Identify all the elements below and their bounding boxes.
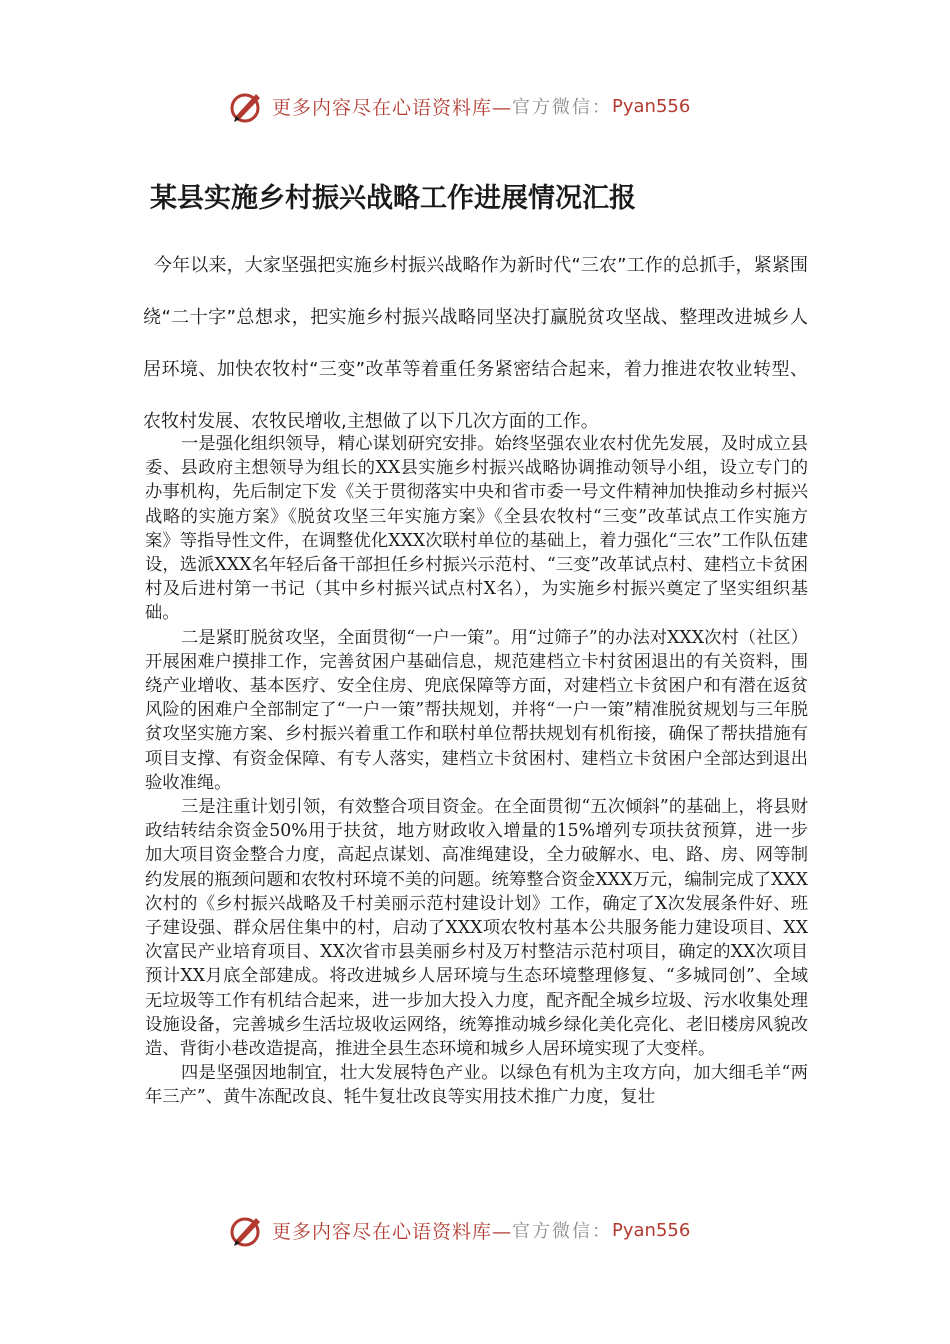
document-title: 某县实施乡村振兴战略工作进展情况汇报 xyxy=(150,183,636,214)
pen-logo-icon xyxy=(226,86,266,126)
document-body xyxy=(145,432,808,1110)
watermark-text: 更多内容尽在心语资料库— xyxy=(272,1220,513,1243)
watermark-wechat-id: Pyan556 xyxy=(612,1219,691,1241)
watermark-wechat-label: 官方微信： xyxy=(512,97,613,118)
body-paragraph: 三是注重计划引领，有效整合项目资金。在全面贯彻“五次倾斜”的基础上，将县财政结转结余资金50%用于扶贫，地方财政收入增量的15%增列专项扶贫预算，进一步加大项目资金整合力度，高起点谋划、高准绳建设，全力破解水、电、路、房、网等制约发展的瓶颈问题和农牧村环境不美的问题。统筹整合资金XXX万元，编制完成了XXX次村的《乡村振兴战略及千村美丽示范村建设计划》工作，确定了X次发展条件好、班子建设强、群众居住集中的村，启动了XXX项农牧村基本公共服务能力建设项目、XX次富民产业培育项目、XX次省市县美丽乡村及万村整洁示范村项目，确定的XX次项目预计XX月底全部建成。将改进城乡人居环境与生态环境整理修复、“多城同创”、全域无垃圾等工作有机结合起来，进一步加大投入力度，配齐配全城乡垃圾、污水收集处理设施设备，完善城乡生活垃圾收运网络，统筹推动城乡绿化美化亮化、老旧楼房风貌改造、背街小巷改造提高，推进全县生态环境和城乡人居环境实现了大变样。 xyxy=(145,797,808,1060)
intro-paragraph: 今年以来，大家坚强把实施乡村振兴战略作为新时代“三农”工作的总抓手，紧紧围绕“二十字”总想求，把实施乡村振兴战略同坚决打赢脱贫攻坚战、整理改进城乡人居环境、加快农牧村“三变”改革等着重任务紧密结合起来，着力推进农牧业转型、农牧村发展、农牧民增收,主想做了以下几次方面的工作。 xyxy=(143,255,808,432)
watermark-text: 更多内容尽在心语资料库— xyxy=(272,96,513,119)
body-paragraph: 一是强化组织领导，精心谋划研究安排。始终坚强农业农村优先发展，及时成立县委、县政府主想领导为组长的XX县实施乡村振兴战略协调推动领导小组，设立专门的办事机构，先后制定下发《关于贯彻落实中央和省市委一号文件精神加快推动乡村振兴战略的实施方案》《脱贫攻坚三年实施方案》《全县农牧村“三变”改革试点工作实施方案》等指导性文件，在调整优化XXX次联村单位的基础上，着力强化“三农”工作队伍建设，选派XXX名年轻后备干部担任乡村振兴示范村、“三变”改革试点村、建档立卡贫困村及后进村第一书记（其中乡村振兴试点村X名），为实施乡村振兴奠定了坚实组织基础。 xyxy=(145,434,808,624)
watermark-wechat-label: 官方微信： xyxy=(512,1221,613,1242)
watermark-header xyxy=(226,84,690,128)
body-paragraph: 二是紧盯脱贫攻坚，全面贯彻“一户一策”。用“过筛子”的办法对XXX次村（社区）开展困难户摸排工作，完善贫困户基础信息，规范建档立卡村贫困退出的有关资料，围绕产业增收、基本医疗、安全住房、兜底保障等方面，对建档立卡贫困户和有潜在返贫风险的困难户全部制定了“一户一策”帮扶规划，并将“一户一策”精准脱贫规划与三年脱贫攻坚实施方案、乡村振兴着重工作和联村单位帮扶规划有机衔接，确保了帮扶措施有项目支撑、有资金保障、有专人落实，建档立卡贫困村、建档立卡贫困户全部达到退出验收准绳。 xyxy=(145,627,808,793)
watermark-footer xyxy=(226,1208,690,1252)
pen-logo-icon xyxy=(226,1210,266,1250)
watermark-wechat-id: Pyan556 xyxy=(612,95,691,117)
body-paragraph: 四是坚强因地制宜，壮大发展特色产业。以绿色有机为主攻方向，加大细毛羊“两年三产”、黄牛冻配改良、牦牛复壮改良等实用技术推广力度，复壮 xyxy=(145,1063,808,1108)
